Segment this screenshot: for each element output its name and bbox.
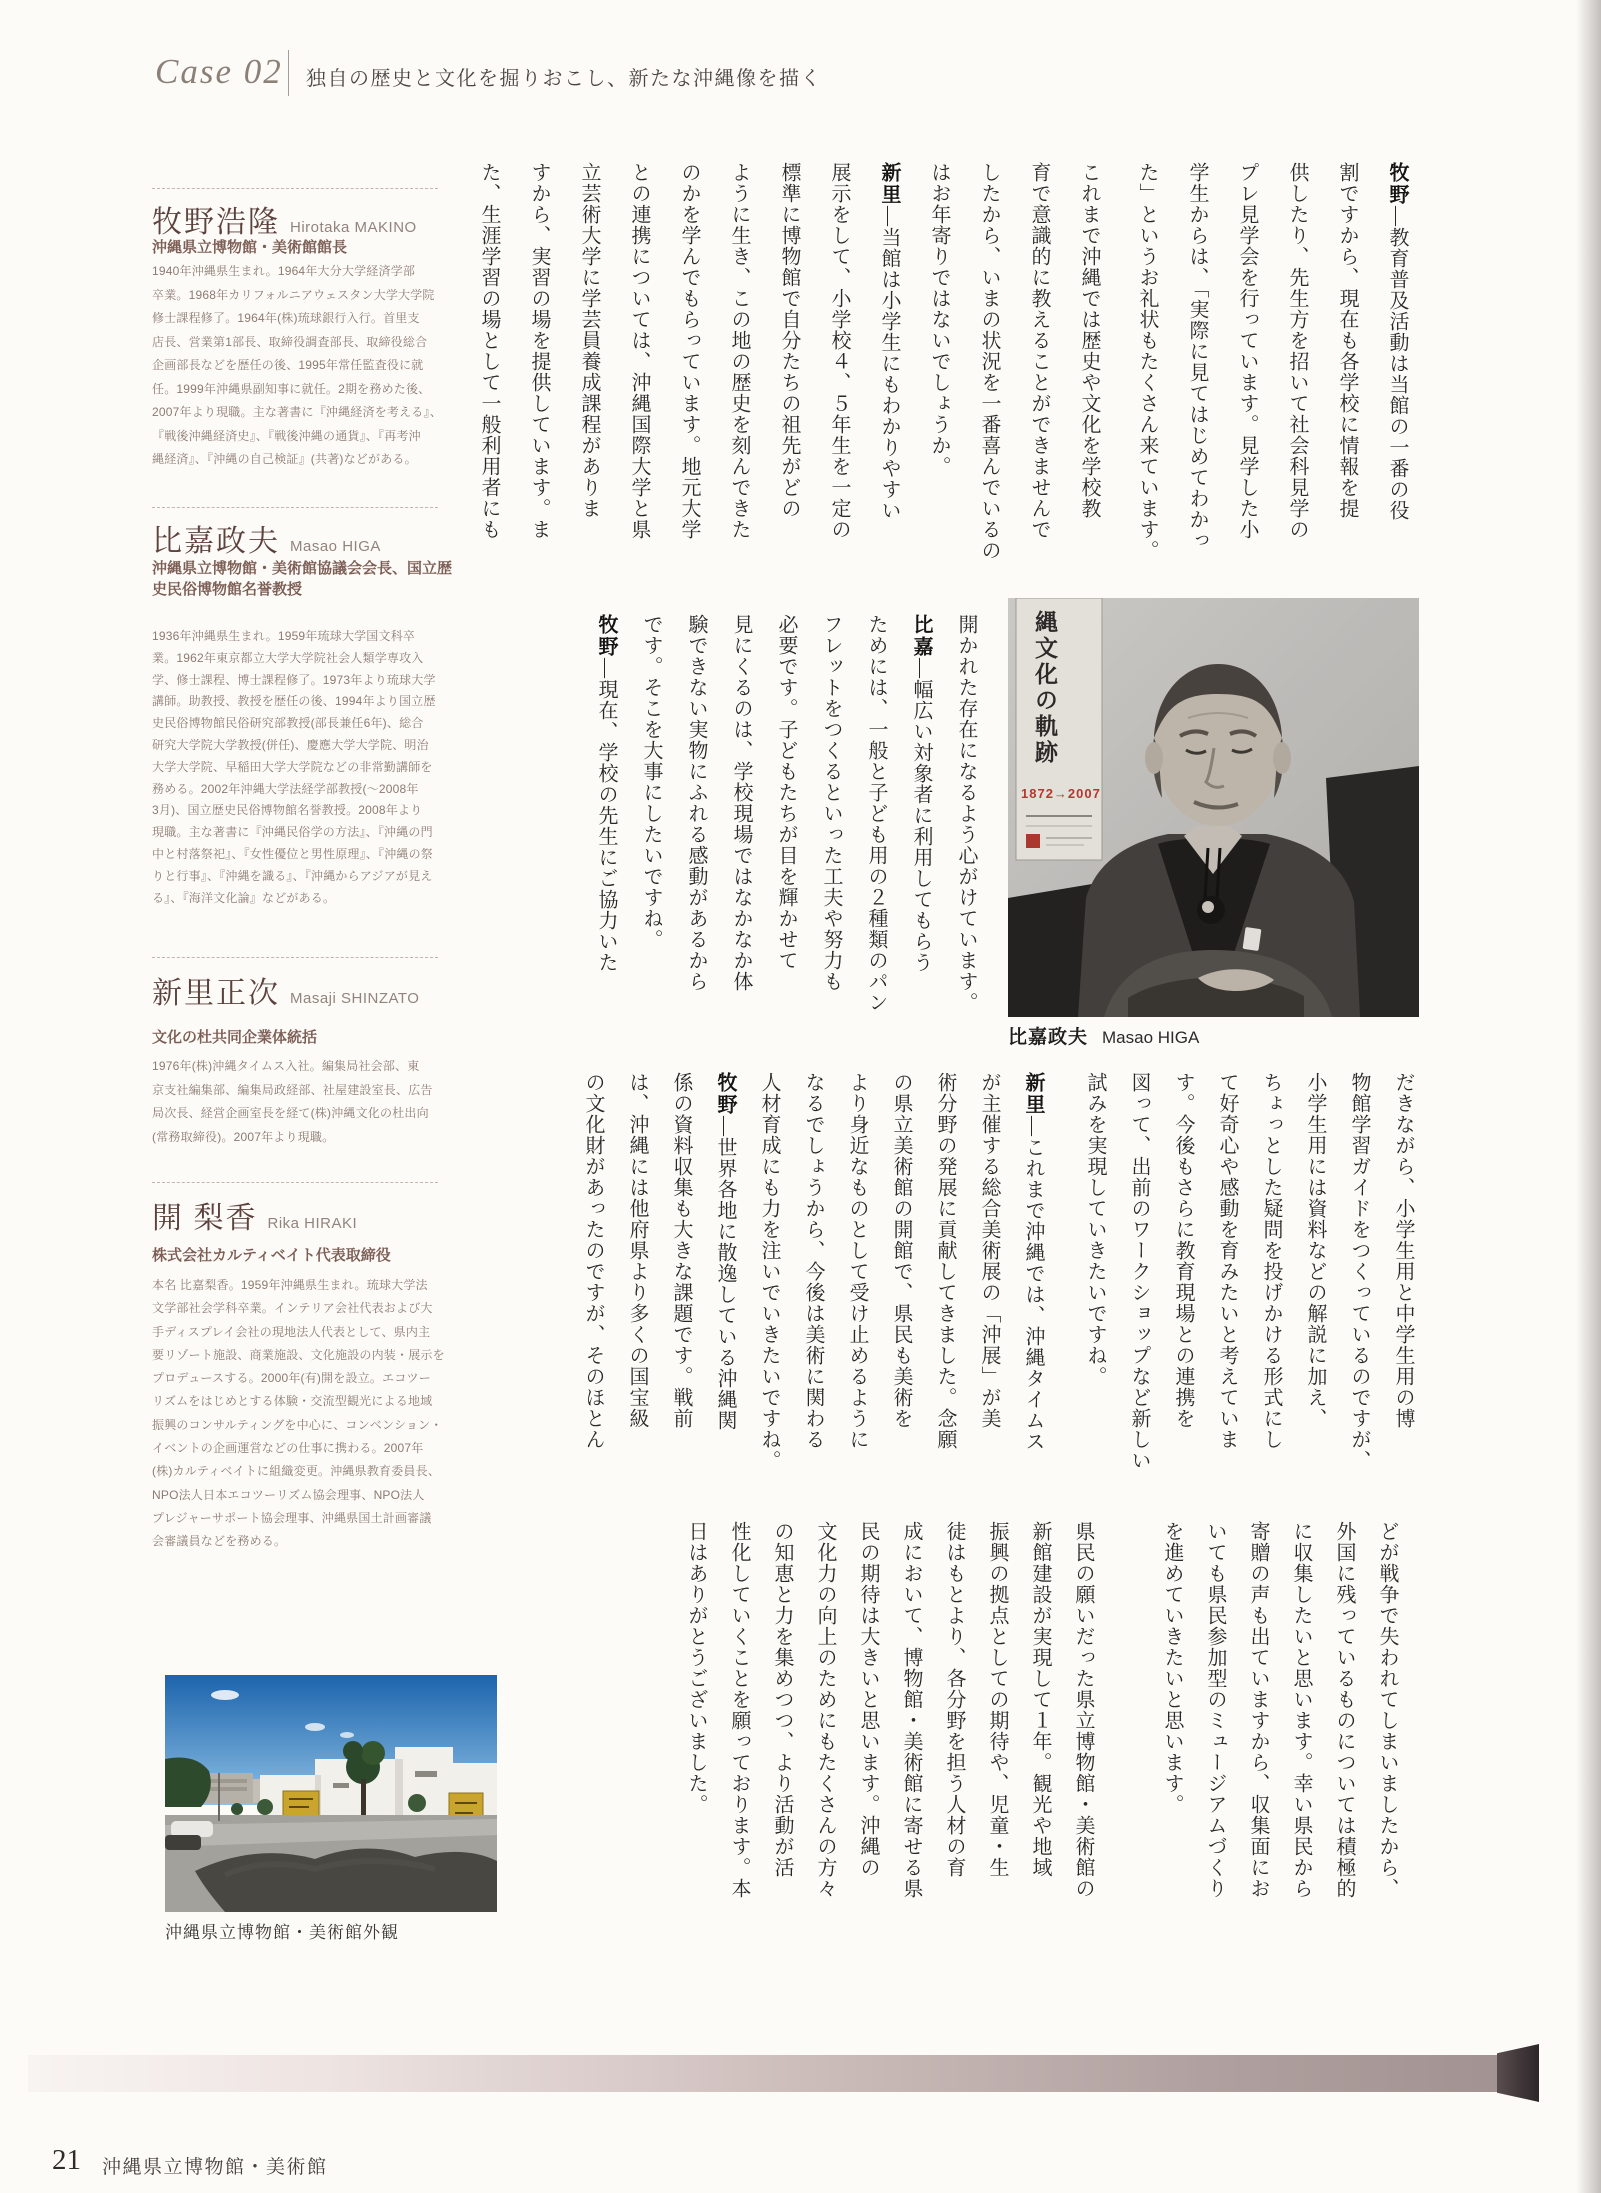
text-column: 立芸術大学に学芸員養成課程がありま: [578, 162, 600, 519]
text-column: 牧野―教育普及活動は当館の一番の役: [1386, 162, 1408, 521]
bio-line: 研究大学院大学教授(併任)、慶應大学大学院、明治: [152, 737, 429, 752]
text-column: 寄贈の声も出ていますから、収集面にお: [1247, 1521, 1269, 1899]
text-column: 学生からは、「実際に見てはじめてわかっ: [1186, 162, 1208, 551]
caption-romaji: Masao HIGA: [1102, 1028, 1200, 1047]
text-column: の文化財があったのですが、そのほとん: [582, 1072, 604, 1450]
title-line: 史民俗博物館名誉教授: [152, 581, 303, 598]
bio-line: 任。1999年沖縄県副知事に就任。2期を務めた後、: [152, 381, 431, 396]
text-column: 図って、出前のワークショップなど新しい: [1128, 1072, 1150, 1471]
bio-line: る』、『海洋文化論』などがある。: [152, 890, 336, 905]
profile-bio: [152, 260, 452, 472]
bio-line: 本名 比嘉梨香。1959年沖縄県生まれ。琉球大学法: [152, 1278, 428, 1292]
page-number: 21: [52, 2144, 81, 2176]
profile-separator: [152, 1182, 438, 1183]
text-column: です。そこを大事にしたいですね。: [640, 614, 662, 950]
bio-line: リズムをはじめとする体験・交流型観光による地域: [152, 1394, 433, 1409]
profile-bio: [152, 1055, 452, 1149]
bio-line: 1940年沖縄県生まれ。1964年大分大学経済学部: [152, 264, 416, 278]
text-column: どが戦争で失われてしまいましたから、: [1376, 1521, 1398, 1899]
profile-title: 株式会社カルティベイト代表取締役: [152, 1247, 391, 1264]
speaker-name: 新里: [1022, 1072, 1044, 1116]
speaker-name: 牧野: [714, 1072, 736, 1116]
text-column: 標準に博物館で自分たちの祖先がどの: [778, 162, 800, 519]
exhibition-banner-years: 1872→2007: [1021, 786, 1101, 801]
bio-line: りと行事』、『沖縄を識る』、『沖縄からアジアが見え: [152, 868, 433, 883]
bio-line: イベントの企画運営などの仕事に携わる。2007年: [152, 1441, 424, 1456]
footer-publication-title: 沖縄県立博物館・美術館: [102, 2157, 328, 2178]
text-column: た、生涯学習の場として一般利用者にも: [478, 162, 500, 540]
text-column: フレットをつくるといった工夫や努力も: [820, 614, 842, 992]
text-column: 人材育成にも力を注いでいきたいですね。: [758, 1072, 780, 1471]
speaker-name: 牧野: [1386, 162, 1408, 206]
profile-separator: [152, 507, 438, 508]
profile-makino: [152, 197, 452, 241]
article-band-3: [569, 1072, 1425, 1471]
text-column: た」というお礼状もたくさん来ています。: [1136, 162, 1158, 561]
text-column: プレ見学会を行っています。見学した小: [1236, 162, 1258, 540]
bio-line: (株)カルティベイトに組織変更。沖縄県教育委員長、: [152, 1464, 441, 1479]
text-column: 外国に残っているものについては積極的: [1333, 1521, 1355, 1899]
profile-title: 沖縄県立博物館・美術館館長: [152, 239, 348, 256]
text-column: 育で意識的に教えることができませんで: [1028, 162, 1050, 540]
text-column: 供したり、先生方を招いて社会科見学の: [1286, 162, 1308, 540]
ribbon-end-fold: [1497, 2044, 1539, 2102]
profile-higa: [152, 516, 452, 560]
text-column: が主催する総合美術展の「沖展」が美: [978, 1072, 1000, 1429]
text-column: 術分野の発展に貢献してきました。念願: [934, 1072, 956, 1450]
text-column: の知恵と力を集めつつ、より活動が活: [771, 1521, 793, 1878]
text-column: 成において、博物館・美術館に寄せる県: [900, 1521, 922, 1899]
text-column: ちょっとした疑問を投げかける形式にし: [1260, 1072, 1282, 1450]
bio-line: 大学大学院、早稲田大学大学院などの非常勤講師を: [152, 759, 433, 774]
text-column: 日はありがとうございました。: [685, 1521, 707, 1815]
text-column: ように生き、この地の歴史を刻んできた: [728, 162, 750, 540]
title-line: 沖縄県立博物館・美術館協議会会長、国立歴: [152, 560, 453, 577]
bio-line: 文学部社会学科卒業。インテリア会社代表および大: [152, 1301, 433, 1316]
bio-line: 手ディスプレイ会社の現地法人代表として、県内主: [152, 1324, 431, 1339]
profile-romaji: Rika HIRAKI: [267, 1215, 358, 1232]
bio-line: 講師。助教授、教授を歴任の後、1994年より国立歴: [152, 694, 436, 709]
text-column: だきながら、小学生用と中学生用の博: [1392, 1072, 1414, 1429]
profile-romaji: Hirotaka MAKINO: [290, 219, 417, 236]
text-column: 割ですから、現在も各学校に情報を提: [1336, 162, 1358, 519]
profile-bio: [152, 626, 452, 909]
bio-line: 学、修士課程、博士課程修了。1973年より琉球大学: [152, 672, 436, 687]
profile-separator: [152, 957, 438, 958]
bio-line: 3月)、国立歴史民俗博物館名誉教授。2008年より: [152, 803, 423, 818]
text-column: 物館学習ガイドをつくっているのですが、: [1348, 1072, 1370, 1471]
caption-name: 比嘉政夫: [1008, 1027, 1089, 1048]
bio-line: 局次長、経営企画室長を経て(株)沖縄文化の杜出向: [152, 1106, 429, 1120]
text-column: 徒はもとより、各分野を担う人材の育: [943, 1521, 965, 1878]
bio-line: 1936年沖縄県生まれ。1959年琉球大学国文科卒: [152, 629, 416, 643]
bio-line: 企画部長などを歴任の後、1995年常任監査役に就: [152, 358, 424, 372]
museum-exterior-photo: [165, 1675, 497, 1912]
text-column: 文化力の向上のためにもたくさんの方々: [814, 1521, 836, 1899]
museum-illustration: [165, 1675, 497, 1912]
text-column: 見にくるのは、学校現場ではなかなか体: [730, 614, 752, 992]
text-column: はお年寄りではないでしょうか。: [928, 162, 950, 477]
profile-name: 牧野浩隆: [152, 206, 280, 239]
bio-line: 『戦後沖縄経済史』、『戦後沖縄の通貨』、『再考沖: [152, 428, 421, 443]
profile-romaji: Masao HIGA: [290, 538, 381, 555]
profile-hiraki: [152, 1193, 452, 1237]
bio-line: プロデュースする。2000年(有)開を設立。エコツー: [152, 1371, 431, 1386]
profile-name: 新里正次: [152, 977, 280, 1010]
text-column: す。今後もさらに教育現場との連携を: [1172, 1072, 1194, 1429]
bio-line: 会審議員などを務める。: [152, 1534, 287, 1549]
page-title: 独自の歴史と文化を掘りおこし、新たな沖縄像を描く: [306, 68, 822, 90]
bio-line: 業。1962年東京都立大学大学院社会人類学専攻入: [152, 650, 424, 665]
museum-photo-caption: 沖縄県立博物館・美術館外観: [165, 1923, 399, 1942]
higa-photo-caption: [1008, 1022, 1199, 1049]
text-column: 性化していくことを願っております。本: [728, 1521, 750, 1899]
text-column: 振興の拠点としての期待や、児童・生: [986, 1521, 1008, 1878]
profile-shinzato: [152, 968, 452, 1012]
decorative-gradient-ribbon: [28, 2055, 1500, 2092]
text-column: との連携については、沖縄国際大学と県: [628, 162, 650, 540]
text-column: 係の資料収集も大きな課題です。戦前: [670, 1072, 692, 1429]
bio-line: (常務取締役)。2007年より現職。: [152, 1129, 335, 1144]
text-column: すから、実習の場を提供しています。ま: [528, 162, 550, 540]
text-column: なるでしょうから、今後は美術に関わる: [802, 1072, 824, 1450]
bio-line: 史民俗博物館民俗研究部教授(部長兼任6年)、総合: [152, 716, 424, 731]
text-column: 新館建設が実現して１年。観光や地域: [1029, 1521, 1051, 1878]
bio-line: 修士課程修了。1964年(株)琉球銀行入行。首里支: [152, 311, 420, 325]
text-column: 比嘉―幅広い対象者に利用してもらう: [910, 614, 932, 973]
text-column: 新里―当館は小学生にもわかりやすい: [878, 162, 900, 521]
profile-title: [152, 558, 452, 600]
text-column: て好奇心や感動を育みたいと考えていま: [1216, 1072, 1238, 1450]
text-column: 必要です。子どもたちが目を輝かせて: [775, 614, 797, 971]
text-column: の県立美術館の開館で、県民も美術を: [890, 1072, 912, 1429]
bio-line: 卒業。1968年カリフォルニアウェスタン大学大学院: [152, 287, 435, 302]
profile-title: 文化の杜共同企業体統括: [152, 1029, 318, 1046]
text-column: 開かれた存在になるよう心がけています。: [955, 614, 977, 1013]
profile-romaji: Masaji SHINZATO: [290, 990, 420, 1007]
speaker-name: 牧野: [595, 614, 617, 658]
portrait-illustration: [1008, 598, 1419, 1017]
header-divider: [288, 50, 289, 96]
text-column: ためには、一般と子ども用の２種類のパン: [865, 614, 887, 1013]
speaker-name: 比嘉: [910, 614, 932, 658]
exhibition-banner-text: 縄文化の軌跡: [1032, 610, 1057, 766]
text-column: より身近なものとして受け止めるように: [846, 1072, 868, 1450]
text-column: 小学生用には資料などの解説に加え、: [1304, 1072, 1326, 1429]
bio-line: プレジャーサポート協会理事、沖縄県国土計画審議: [152, 1510, 432, 1525]
case-number-label: Case 02: [155, 52, 283, 91]
article-band-4: [668, 1521, 1408, 1921]
bio-line: 中と村落祭祀』、『女性優位と男性原理』、『沖縄の祭: [152, 846, 434, 861]
bio-line: 1976年(株)沖縄タイムス入社。編集局社会部、東: [152, 1059, 420, 1073]
bio-line: 要リゾート施設、商業施設、文化施設の内装・展示を: [152, 1347, 445, 1362]
article-band-1: [472, 162, 1422, 564]
text-column: 試みを実現していきたいですね。: [1084, 1072, 1106, 1387]
text-column: 民の期待は大きいと思います。沖縄の: [857, 1521, 879, 1878]
text-column: を進めていきたいと思います。: [1161, 1521, 1183, 1815]
text-column: いても県民参加型のミュージアムづくり: [1204, 1521, 1226, 1899]
text-column: 展示をして、小学校４、５年生を一定の: [828, 162, 850, 540]
text-column: したから、いまの状況を一番喜んでいるの: [978, 162, 1000, 561]
profile-name: 開 梨香: [152, 1202, 258, 1235]
text-column: は、沖縄には他府県より多くの国宝級: [626, 1072, 648, 1429]
bio-line: 務める。2002年沖縄大学法経学部教授(〜2008年: [152, 781, 419, 796]
text-column: 新里―これまで沖縄では、沖縄タイムス: [1022, 1072, 1044, 1452]
text-column: 牧野―世界各地に散逸している沖縄関: [714, 1072, 736, 1431]
text-column: 験できない実物にふれる感動があるから: [685, 614, 707, 992]
profile-bio: [152, 1274, 452, 1554]
bio-line: 京支社編集部、編集局政経部、社屋建設室長、広告: [152, 1082, 433, 1097]
bio-line: 振興のコンサルティングを中心に、コンベンション・: [152, 1417, 443, 1432]
text-column: これまで沖縄では歴史や文化を学校教: [1078, 162, 1100, 519]
text-column: 牧野―現在、学校の先生にご協力いた: [595, 614, 617, 973]
bio-line: 現職。主な著書に『沖縄民俗学の方法』、『沖縄の門: [152, 825, 433, 840]
bio-line: NPO法人日本エコツーリズム協会理事、NPO法人: [152, 1487, 425, 1502]
bio-line: 2007年より現職。主な著書に『沖縄経済を考える』、: [152, 405, 442, 419]
higa-portrait-photo: [1008, 598, 1419, 1017]
speaker-name: 新里: [878, 162, 900, 206]
article-band-2: [583, 614, 988, 1012]
profile-name: 比嘉政夫: [152, 525, 280, 558]
bio-line: 縄経済』、『沖縄の自己検証』(共著)などがある。: [152, 452, 417, 466]
text-column: に収集したいと思います。幸い県民から: [1290, 1521, 1312, 1899]
page-edge-shadow: [1576, 0, 1601, 2193]
text-column: のかを学んでもらっています。地元大学: [678, 162, 700, 540]
profile-separator: [152, 188, 438, 189]
bio-line: 店長、営業第1部長、取締役調査部長、取締役総合: [152, 334, 428, 349]
text-column: 県民の願いだった県立博物館・美術館の: [1072, 1521, 1094, 1899]
